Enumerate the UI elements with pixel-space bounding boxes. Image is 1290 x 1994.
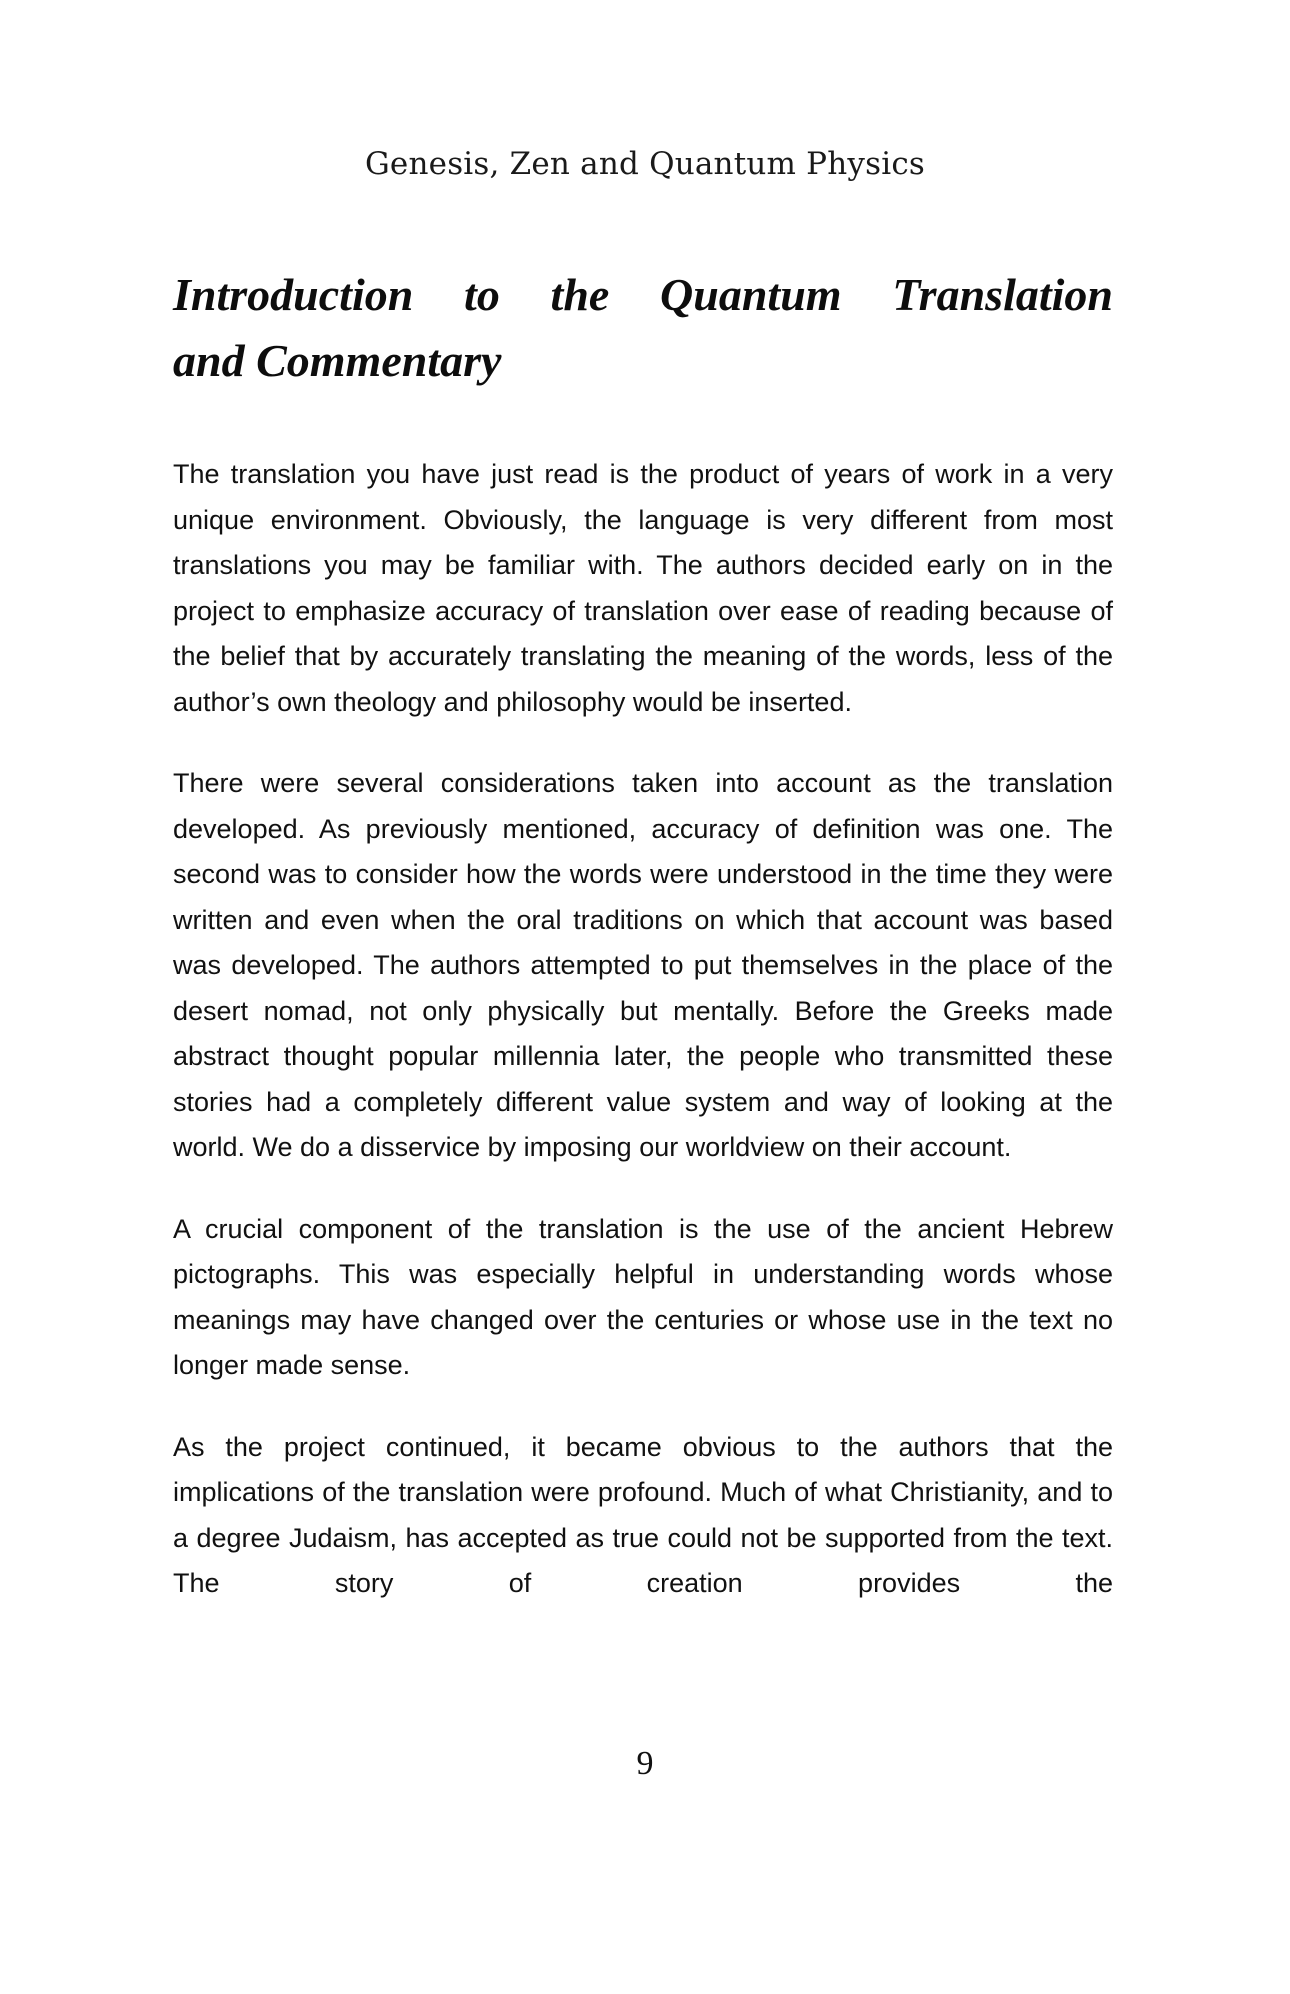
paragraph: A crucial component of the translation is the use of the ancient Hebrew pictographs. This was especially helpful in understanding words whose meanings may have changed over the centuries or whose use in the text no longer made sense. (173, 1213, 1113, 1380)
chapter-title (173, 262, 1113, 394)
body-text (173, 452, 1113, 1643)
chapter-title-line-1: Introduction to the Quantum Translation (173, 269, 1113, 320)
chapter-title-line-2: and Commentary (173, 335, 502, 386)
page-number: 9 (636, 1745, 654, 1782)
paragraph: There were several considerations taken into account as the translation developed. As previously mentioned, accuracy of definition was one. The second was to consider how the words were understood in the time they were written and even when the oral traditions on which that account was based was developed. The authors attempted to put themselves in the place of the desert nomad, not only physically but mentally. Before the Greeks made abstract thought popular millennia later, the people who transmitted these stories had a completely different value system and way of looking at the world. We do a disservice by imposing our worldview on their account. (173, 768, 1113, 1162)
running-header: Genesis, Zen and Quantum Physics (364, 146, 926, 182)
paragraph: The translation you have just read is the product of years of work in a very unique environment. Obviously, the language is very different from most translations you may be familiar with. The authors decided early on in the project to emphasize accuracy of translation over ease of reading because of the belief that by accurately translating the meaning of the words, less of the author’s own theology and philosophy would be inserted. (173, 459, 1113, 717)
paragraph: As the project continued, it became obvious to the authors that the implications of the translation were profound. Much of what Christianity, and to a degree Judaism, has accepted as true could not be supported from the text. The story of creation provides the (173, 1431, 1113, 1598)
